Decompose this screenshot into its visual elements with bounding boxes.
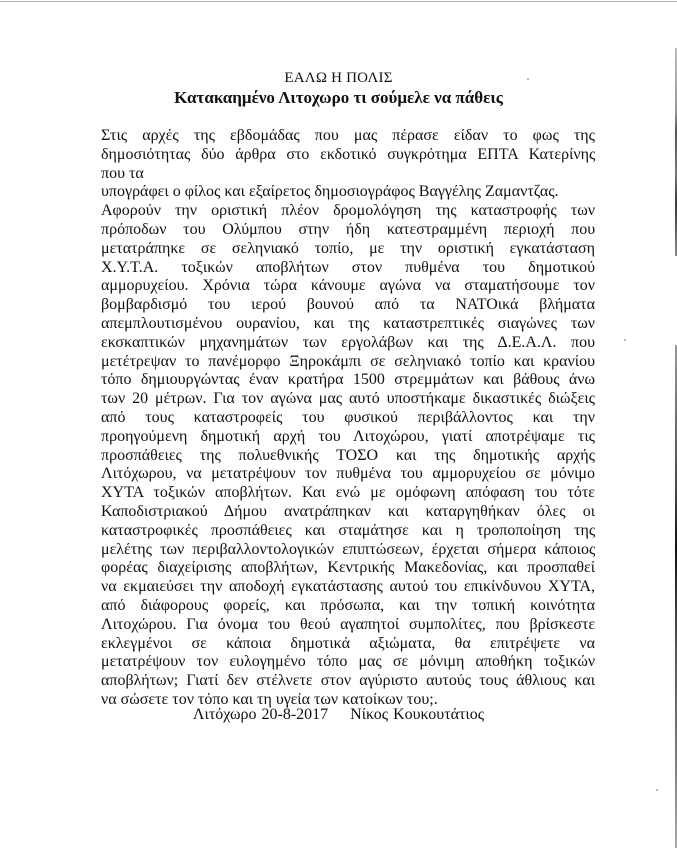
body-text-line: Στις αρχές της εβδομάδας που μας πέρασε είδαν το φως της: [101, 127, 595, 144]
body-text-line: δημοσιότητας δύο άρθρα στο εκδοτικό συγκρότημα ΕΠΤΑ Κατερίνης: [101, 145, 595, 163]
body-text-line: εκσκαπτικών μηχανημάτων των εργολάβων και της Δ.Ε.Α.Λ. που: [101, 333, 595, 351]
body-text-line: των 20 μέτρων. Για τον αγώνα μας αυτό υποστήκαμε δικαστικές διώξεις: [101, 390, 595, 408]
body-text-line: από διάφορους φορείς, και πρόσωπα, και την τοπική κοινότητα: [101, 596, 595, 614]
body-text-line: μετατράπηκε σε σεληνιακό τοπίο, με την οριστική εγκατάσταση: [101, 239, 595, 257]
signature-author: Νίκος Κουκουτάτιος: [350, 706, 485, 723]
body-text-line: από τους καταστροφείς του φυσικού περιβάλλοντος και την: [101, 408, 595, 426]
body-text-line: προσπάθειες της πολυεθνικής ΤΟΣΟ και της δημοτικής αρχής: [101, 446, 595, 464]
body-text-line: τόπο δημιουργώντας έναν κρατήρα 1500 στρεμμάτων και βάθους άνω: [101, 371, 595, 389]
document-kicker: ΕΑΛΩ Η ΠΟΛΙΣ: [284, 70, 393, 86]
scan-speck: [656, 789, 658, 791]
body-text-line: βομβαρδισμό του ιερού βουνού από τα ΝΑΤΟικά βλήματα: [101, 296, 595, 314]
body-text-line: μετέτρεψαν το πανέμορφο Ξηροκάμπι σε σεληνιακό τοπίο και κρανίου: [101, 352, 595, 370]
body-text-line: υπογράφει ο φίλος και εξαίρετος δημοσιογράφος Βαγγέλης Ζαμαντζας.: [101, 183, 559, 201]
body-text-line: να σώσετε τον τόπο και τη υγεία των κατοίκων του;.: [101, 690, 438, 708]
scan-speck: [624, 339, 626, 341]
body-text-line: εκλεγμένοι σε κάποια δημοτικά αξιώματα, θα επιτρέψετε να: [101, 634, 595, 652]
body-text-line: Χ.Υ.Τ.Α. τοξικών αποβλήτων στον πυθμένα του δημοτικού: [101, 258, 595, 276]
scan-top-border: [0, 1, 677, 2]
body-text-line: ΧΥΤΑ τοξικών αποβλήτων. Και ενώ με ομόφωνη απόφαση του τότε: [101, 484, 595, 502]
article-body: [101, 127, 595, 710]
signature-place-date: Λιτόχωρο 20-8-2017: [192, 706, 329, 723]
body-text-line: απεμπλουτισμένου ουρανίου, και της καταστρεπτικές σιαγώνες των: [101, 314, 595, 332]
signature-line: [0, 706, 677, 724]
body-text-line: να εκμαιεύσει την αποδοχή εγκατάστασης αυτού του επικίνδυνου ΧΥΤΑ,: [101, 578, 595, 596]
body-text-line: αποβλήτων; Γιατί δεν στέλνετε στον αγύριστο αυτούς τους άθλιους και: [101, 672, 595, 690]
body-text-line: Λιτοχώρου. Για όνομα του θεού αγαπητοί συμπολίτες, που βρίσκεστε: [101, 615, 595, 633]
body-text-line: καταστροφικές προσπάθειες και σταμάτησε και η τροποποίηση της: [101, 521, 595, 539]
body-text-line: μετατρέψουν τον ευλογημένο τόπο μας σε μόνιμη αποθήκη τοξικών: [101, 653, 595, 671]
body-text-line: Λιτόχωρου, να μετατρέψουν τον πυθμένα του αμμορυχείου σε μόνιμο: [101, 465, 595, 483]
body-text-line: Αφορούν την οριστική πλέον δρομολόγηση της καταστροφής των: [101, 202, 595, 220]
body-text-line: μελέτης των περιβαλλοντολογικών επιπτώσεων, έρχεται σήμερα κάποιος: [101, 540, 595, 558]
body-text-line: προηγούμενη δημοτική αρχή του Λιτοχώρου, γιατί αποτρέψαμε τις: [101, 427, 595, 445]
body-text-line: αμμορυχείου. Χρόνια τώρα κάνουμε αγώνα να σταματήσουμε τον: [101, 277, 595, 295]
body-text-line: πρόποδων του Ολύμπου στην ήδη κατεστραμμένη περιοχή που: [101, 220, 595, 238]
body-text-line: φορέας διαχείρισης αποβλήτων, Κεντρικής Μακεδονίας, και προσπαθεί: [101, 559, 595, 577]
body-text-line: Καποδιστριακού Δήμου ανατράπηκαν και καταργηθήκαν όλες οι: [101, 502, 595, 520]
body-text-line: που τα: [101, 164, 144, 182]
document-headline: Κατακαημένο Λιτοχωρο τι σούμελε να πάθεις: [174, 88, 503, 107]
